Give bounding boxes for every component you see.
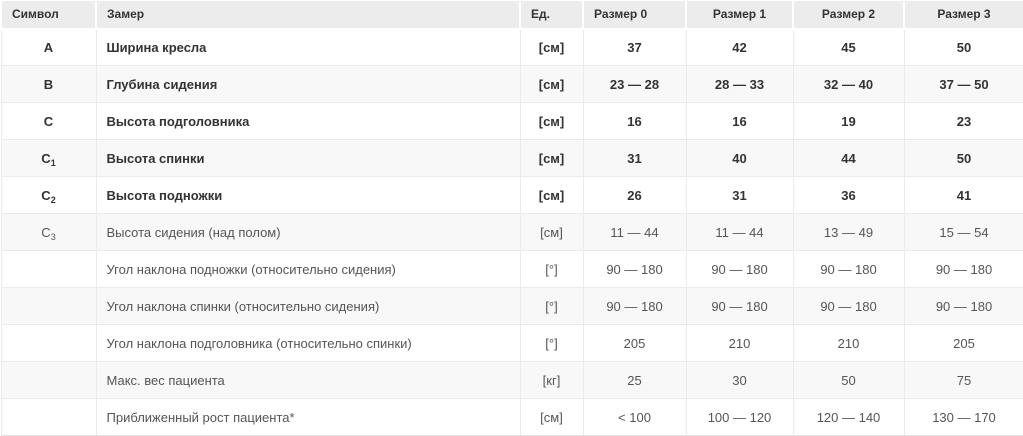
size3-value-cell: 50 bbox=[904, 140, 1023, 177]
symbol-cell bbox=[1, 251, 96, 288]
size0-value-cell: 205 bbox=[583, 325, 686, 362]
measure-cell: Глубина сидения bbox=[96, 66, 520, 103]
unit-cell: [°] bbox=[520, 288, 583, 325]
size1-value-cell: 42 bbox=[686, 29, 793, 66]
unit-cell: [°] bbox=[520, 251, 583, 288]
unit-cell: [°] bbox=[520, 325, 583, 362]
size1-value-cell: 210 bbox=[686, 325, 793, 362]
measure-cell: Высота подножки bbox=[96, 177, 520, 214]
symbol-subscript: 3 bbox=[50, 231, 56, 242]
size0-value-cell: 31 bbox=[583, 140, 686, 177]
unit-cell: [см] bbox=[520, 29, 583, 66]
symbol-cell: $C_2$ bbox=[1, 177, 96, 214]
measure-cell: Угол наклона подголовника (относительно спинки) bbox=[96, 325, 520, 362]
table-header bbox=[1, 1, 1023, 29]
table-row-footrest-height bbox=[1, 177, 1023, 214]
column-header-size1: Размер 1 bbox=[686, 1, 793, 29]
table-row-seat-width bbox=[1, 29, 1023, 66]
size3-value-cell: 23 bbox=[904, 103, 1023, 140]
size0-value-cell: 16 bbox=[583, 103, 686, 140]
measure-cell: Приближенный рост пациента* bbox=[96, 399, 520, 436]
size3-value-cell: 50 bbox=[904, 29, 1023, 66]
size2-value-cell: 90 — 180 bbox=[793, 251, 904, 288]
column-header-unit: Ед. bbox=[520, 1, 583, 29]
size3-value-cell: 41 bbox=[904, 177, 1023, 214]
size2-value-cell: 120 — 140 bbox=[793, 399, 904, 436]
size0-value-cell: 90 — 180 bbox=[583, 288, 686, 325]
column-header-size3: Размер 3 bbox=[904, 1, 1023, 29]
size0-value-cell: 25 bbox=[583, 362, 686, 399]
size1-value-cell: 100 — 120 bbox=[686, 399, 793, 436]
size1-value-cell: 90 — 180 bbox=[686, 288, 793, 325]
unit-cell: [см] bbox=[520, 140, 583, 177]
size3-value-cell: 90 — 180 bbox=[904, 288, 1023, 325]
size3-value-cell: 90 — 180 bbox=[904, 251, 1023, 288]
symbol-subscript: 1 bbox=[50, 157, 56, 168]
size0-value-cell: < 100 bbox=[583, 399, 686, 436]
table-row-footrest-angle bbox=[1, 251, 1023, 288]
measure-cell: Угол наклона подножки (относительно сидения) bbox=[96, 251, 520, 288]
size2-value-cell: 45 bbox=[793, 29, 904, 66]
size1-value-cell: 16 bbox=[686, 103, 793, 140]
size3-value-cell: 205 bbox=[904, 325, 1023, 362]
symbol-cell bbox=[1, 362, 96, 399]
size3-value-cell: 75 bbox=[904, 362, 1023, 399]
table-row-backrest-height bbox=[1, 140, 1023, 177]
table-row-headrest-height bbox=[1, 103, 1023, 140]
table-row-backrest-angle bbox=[1, 288, 1023, 325]
column-header-size2: Размер 2 bbox=[793, 1, 904, 29]
header-row bbox=[1, 1, 1023, 29]
measure-cell: Угол наклона спинки (относительно сидения) bbox=[96, 288, 520, 325]
symbol-cell: $C_3$ bbox=[1, 214, 96, 251]
size2-value-cell: 36 bbox=[793, 177, 904, 214]
unit-cell: [см] bbox=[520, 66, 583, 103]
size3-value-cell: 130 — 170 bbox=[904, 399, 1023, 436]
symbol-subscript: 2 bbox=[50, 194, 56, 205]
symbol-cell: B bbox=[1, 66, 96, 103]
unit-cell: [см] bbox=[520, 103, 583, 140]
table-row-seat-height bbox=[1, 214, 1023, 251]
symbol-cell: $C_1$ bbox=[1, 140, 96, 177]
measure-cell: Высота подголовника bbox=[96, 103, 520, 140]
size2-value-cell: 210 bbox=[793, 325, 904, 362]
table-row-seat-depth bbox=[1, 66, 1023, 103]
size1-value-cell: 30 bbox=[686, 362, 793, 399]
size1-value-cell: 28 — 33 bbox=[686, 66, 793, 103]
symbol-cell bbox=[1, 325, 96, 362]
size1-value-cell: 40 bbox=[686, 140, 793, 177]
unit-cell: [см] bbox=[520, 177, 583, 214]
size3-value-cell: 15 — 54 bbox=[904, 214, 1023, 251]
unit-cell: [см] bbox=[520, 214, 583, 251]
measure-cell: Ширина кресла bbox=[96, 29, 520, 66]
size0-value-cell: 23 — 28 bbox=[583, 66, 686, 103]
size0-value-cell: 26 bbox=[583, 177, 686, 214]
size0-value-cell: 37 bbox=[583, 29, 686, 66]
unit-cell: [кг] bbox=[520, 362, 583, 399]
size2-value-cell: 19 bbox=[793, 103, 904, 140]
symbol-cell: A bbox=[1, 29, 96, 66]
size1-value-cell: 31 bbox=[686, 177, 793, 214]
size2-value-cell: 13 — 49 bbox=[793, 214, 904, 251]
size1-value-cell: 11 — 44 bbox=[686, 214, 793, 251]
size3-value-cell: 37 — 50 bbox=[904, 66, 1023, 103]
table-body bbox=[1, 29, 1023, 436]
column-header-symbol: Символ bbox=[1, 1, 96, 29]
measure-cell: Высота спинки bbox=[96, 140, 520, 177]
table-row-headrest-angle bbox=[1, 325, 1023, 362]
measure-cell: Высота сидения (над полом) bbox=[96, 214, 520, 251]
size2-value-cell: 50 bbox=[793, 362, 904, 399]
size0-value-cell: 11 — 44 bbox=[583, 214, 686, 251]
size1-value-cell: 90 — 180 bbox=[686, 251, 793, 288]
measure-cell: Макс. вес пациента bbox=[96, 362, 520, 399]
symbol-cell bbox=[1, 399, 96, 436]
size2-value-cell: 44 bbox=[793, 140, 904, 177]
size2-value-cell: 90 — 180 bbox=[793, 288, 904, 325]
column-header-measure: Замер bbox=[96, 1, 520, 29]
size2-value-cell: 32 — 40 bbox=[793, 66, 904, 103]
column-header-size0: Размер 0 bbox=[583, 1, 686, 29]
symbol-cell bbox=[1, 288, 96, 325]
table-row-max-weight bbox=[1, 362, 1023, 399]
size0-value-cell: 90 — 180 bbox=[583, 251, 686, 288]
unit-cell: [см] bbox=[520, 399, 583, 436]
symbol-cell: C bbox=[1, 103, 96, 140]
table-row-patient-height bbox=[1, 399, 1023, 436]
